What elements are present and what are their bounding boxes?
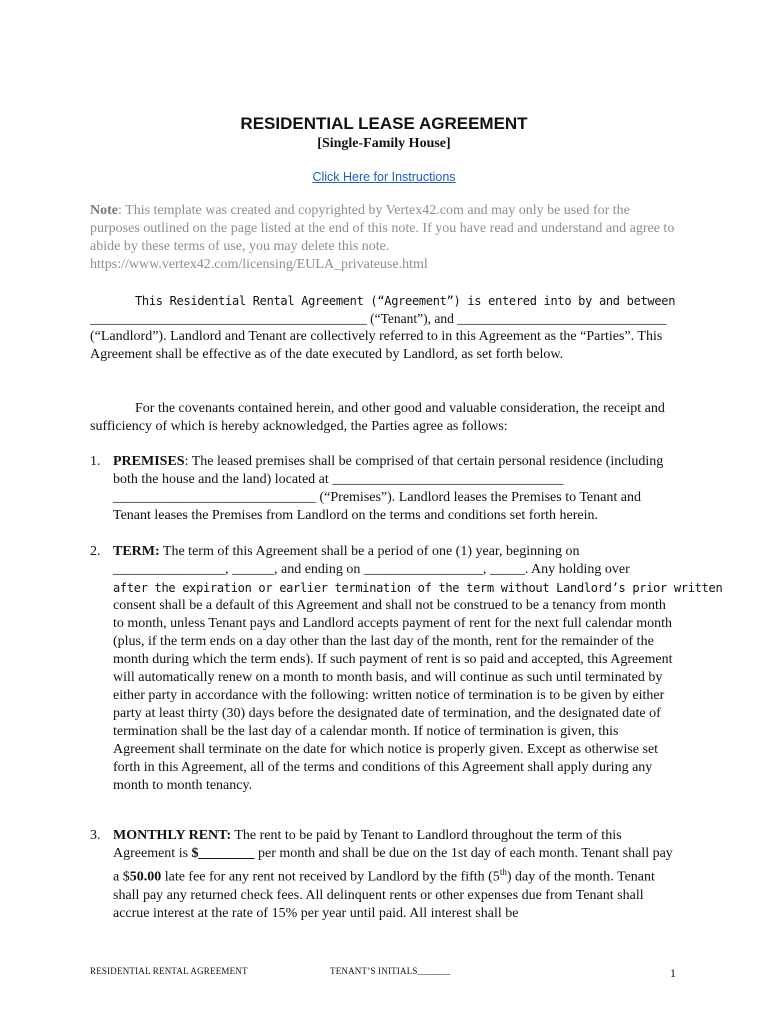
intro-paragraph	[90, 292, 680, 364]
clause-text-continued: consent shall be a default of this Agreement and shall not be construed to be a tenancy from month to month, unless Tenant pays and Landlord accepts payment of rent for the next full calendar month (plus, if the term ends on a day other than the last day of the month, rent for the remainder of the month during which the term ends). If such payment of rent is so paid and accepted, this Agreement will automatically renew on a month to month basis, and will continue as such until terminated by either party in accordance with the following: written notice of termination is to be given by either party at least thirty (30) days before the designated date of termination, and the designated date of termination shall be the last day of a calendar month. If notice of termination is given, this Agreement shall terminate on the date for which notice is properly given. Except as otherwise set forth in this Agreement, all of the terms and conditions of this Agreement shall apply during any month to month tenancy.	[113, 598, 673, 793]
instructions-link[interactable]: Click Here for Instructions	[312, 170, 456, 184]
rent-amount-blank: $________	[191, 846, 255, 861]
clause-monthly-rent	[90, 827, 680, 923]
note-text: : This template was created and copyrighted by Vertex42.com and may only be used for the purposes outlined on the page listed at the end of this note. If you have read and understand and agree to abide by these terms of use, you may delete this note. https://www.vertex42.com/licensing/EULA_privateuse.html	[90, 203, 675, 272]
clause-text: The term of this Agreement shall be a period of one (1) year, beginning on ________________, ______, and ending on _________________, _____. Any holding over	[113, 544, 630, 577]
clause-text: The rent to be paid by Tenant to Landlord throughout the term of this Agreement is	[113, 828, 622, 861]
intro-rest: (“Landlord”). Landlord and Tenant are collectively referred to in this Agreement as the “Parties”. This Agreement shall be effective as of the date executed by Landlord, as set forth below.	[90, 329, 663, 362]
clause-text-mono: after the expiration or earlier termination of the term without Landlord’s prior written	[113, 581, 723, 595]
footer-document-name: RESIDENTIAL RENTAL AGREEMENT	[90, 966, 248, 976]
covenants-paragraph	[90, 400, 680, 436]
clause-heading: PREMISES	[113, 454, 185, 469]
clause-text: : The leased premises shall be comprised of that certain personal residence (including both the house and the land) located at _________________________________ _____________________________ (“Premises”). Landlord leases the Premises to Tenant and Tenant leases the Premises from Landlord on the terms and conditions set forth herein.	[113, 454, 664, 523]
intro-line-1: This Residential Rental Agreement (“Agreement”) is entered into by and between	[135, 294, 676, 308]
clause-term	[90, 543, 723, 795]
document-subtitle: [Single-Family House]	[317, 136, 451, 151]
document-title: RESIDENTIAL LEASE AGREEMENT	[240, 114, 528, 133]
clause-text: late fee for any rent not received by Landlord by the fifth (5	[161, 869, 500, 885]
clause-premises	[90, 453, 680, 525]
clause-number: 1.	[90, 454, 101, 469]
late-fee-amount: 50.00	[129, 869, 162, 885]
clause-number: 2.	[90, 544, 101, 559]
clause-heading: TERM:	[113, 544, 160, 559]
copyright-note	[90, 202, 680, 274]
ordinal-suffix: th	[499, 867, 507, 877]
page-number: 1	[670, 966, 676, 980]
footer-tenant-initials: TENANT’S INITIALS_______	[330, 966, 451, 976]
clause-text: ) day of the month. Tenant shall pay any returned check fees. All delinquent rents or other expenses due from Tenant shall accrue interest at the rate of 15% per year until paid. All interest shall be	[113, 869, 655, 921]
intro-line-2: _________________________________________ (“Tenant”), and _______________________________	[90, 311, 667, 326]
clause-heading: MONTHLY RENT:	[113, 828, 232, 843]
clause-number: 3.	[90, 828, 101, 843]
covenants-text: For the covenants contained herein, and other good and valuable consideration, the receipt and sufficiency of which is hereby acknowledged, the Parties agree as follows:	[90, 401, 665, 434]
clause-text: per month and shall be due on the 1st day of each month. Tenant shall pay a $	[113, 846, 673, 885]
note-label: Note	[90, 203, 118, 218]
